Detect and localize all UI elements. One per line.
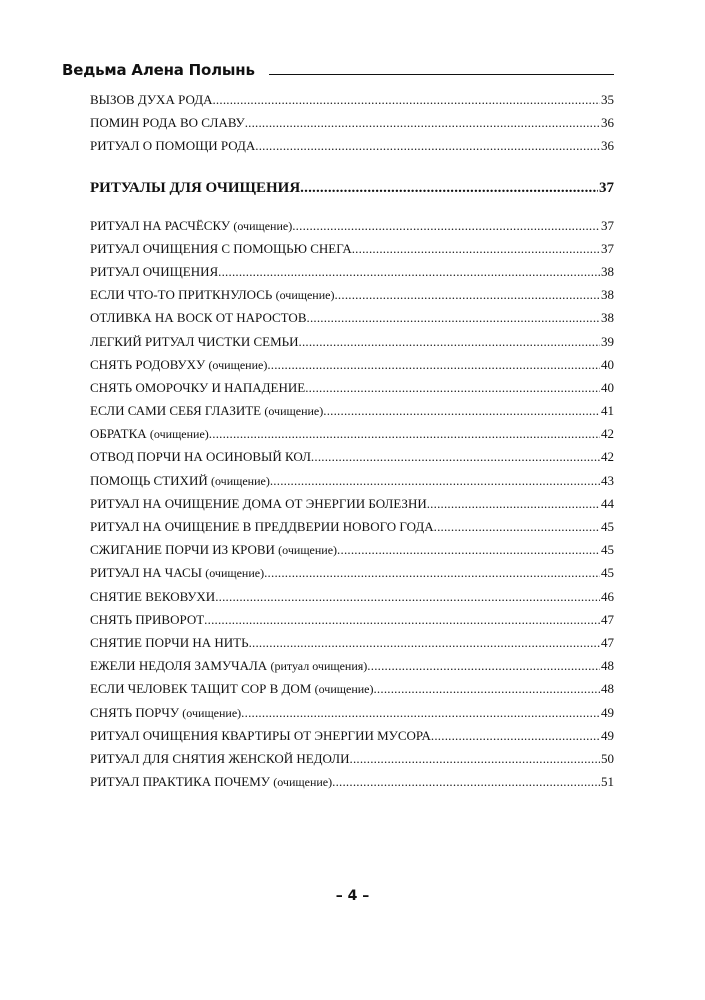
toc-entry-page-number: 38 [601, 263, 614, 279]
toc-entry-title-text: ОТВОД ПОРЧИ НА ОСИНОВЫЙ КОЛ [90, 449, 311, 465]
header-rule [269, 74, 614, 75]
toc-entry-note: (очищение) [208, 357, 268, 372]
table-of-contents [90, 88, 614, 793]
toc-entry-title [90, 237, 352, 260]
toc-entry[interactable] [90, 283, 614, 306]
toc-entry-title-text: ПОМИН РОДА ВО СЛАВУ [90, 115, 245, 131]
toc-entry-page-number: 37 [601, 217, 614, 233]
toc-group-2 [90, 214, 614, 794]
toc-entry[interactable] [90, 677, 614, 700]
toc-entry-title-text: СНЯТИЕ ВЕКОВУХИ [90, 588, 216, 604]
toc-entry-page-number: 43 [601, 472, 614, 488]
toc-entry[interactable] [90, 561, 614, 584]
toc-entry-title-text: ОТЛИВКА НА ВОСК ОТ НАРОСТОВ [90, 310, 307, 326]
book-author-title: Ведьма Алена Полынь [62, 61, 255, 79]
toc-section-heading[interactable] [90, 176, 614, 200]
toc-entry-title [90, 283, 334, 307]
toc-entry-title-text: РИТУАЛ ПРАКТИКА ПОЧЕМУ [90, 774, 274, 790]
section-spacer [90, 158, 614, 176]
toc-entry-page-number: 46 [601, 588, 614, 604]
toc-entry-note: (ритуал очищения) [270, 659, 368, 674]
toc-entry-page-number: 40 [601, 356, 614, 372]
toc-entry-title-text: СНЯТЬ ПРИВОРОТ [90, 611, 205, 627]
dot-leader [431, 724, 600, 747]
toc-entry-note: (очищение) [205, 566, 265, 581]
section-title: РИТУАЛЫ ДЛЯ ОЧИЩЕНИЯ [90, 179, 301, 196]
toc-group-1 [90, 88, 614, 158]
toc-entry-note: (очищение) [210, 473, 270, 488]
toc-entry-page-number: 45 [601, 565, 614, 581]
toc-entry-note: (очищение) [233, 218, 293, 233]
toc-entry-title [90, 445, 311, 468]
toc-entry-title-text: ЕСЛИ ЧТО-ТО ПРИТКНУЛОСЬ [90, 287, 276, 303]
toc-entry-note: (очищение) [149, 427, 209, 442]
toc-entry-title-text: ЕСЛИ САМИ СЕБЯ ГЛАЗИТЕ [90, 403, 265, 419]
dot-leader [267, 353, 600, 376]
section-spacer [90, 200, 614, 214]
dot-leader [255, 134, 600, 157]
toc-entry-title [90, 214, 292, 238]
toc-entry-title-text: РИТУАЛ НА ОЧИЩЕНИЕ В ПРЕДДВЕРИИ НОВОГО ГОДА [90, 519, 434, 534]
dot-leader [300, 176, 598, 200]
dot-leader [350, 747, 601, 770]
running-header [62, 56, 614, 82]
toc-entry-note: (очищение) [275, 288, 335, 303]
toc-entry[interactable] [90, 724, 614, 747]
toc-entry-title [90, 134, 255, 157]
dot-leader [332, 770, 600, 793]
toc-entry-title [90, 538, 337, 562]
toc-entry[interactable] [90, 469, 614, 492]
toc-entry[interactable] [90, 260, 614, 283]
toc-entry-note: (очищение) [182, 705, 242, 720]
toc-entry-page-number: 45 [601, 519, 614, 534]
toc-entry-title-text: ЕСЛИ ЧЕЛОВЕК ТАЩИТ СОР В ДОМ [90, 681, 315, 697]
toc-entry-title-text: СНЯТЬ ОМОРОЧКУ И НАПАДЕНИЕ [90, 379, 306, 395]
toc-entry-title-text: СЖИГАНИЕ ПОРЧИ ИЗ КРОВИ [90, 542, 279, 558]
toc-entry[interactable] [90, 445, 614, 468]
toc-entry[interactable] [90, 134, 614, 157]
toc-entry-page-number: 50 [601, 750, 614, 766]
toc-entry[interactable] [90, 214, 614, 237]
toc-entry-title-text: РИТУАЛ ОЧИЩЕНИЯ С ПОМОЩЬЮ СНЕГА [90, 240, 352, 256]
toc-entry[interactable] [90, 111, 614, 134]
dot-leader [241, 701, 600, 724]
toc-entry[interactable] [90, 353, 614, 376]
toc-entry-page-number: 45 [601, 542, 614, 558]
toc-entry[interactable] [90, 538, 614, 561]
toc-entry[interactable] [90, 376, 614, 399]
toc-entry-page-number: 36 [601, 138, 614, 154]
toc-entry-title [90, 701, 241, 725]
toc-entry-title [90, 585, 215, 608]
toc-entry-note: (очищение) [264, 404, 324, 419]
section-page-number: 37 [599, 179, 614, 196]
toc-entry[interactable] [90, 631, 614, 654]
dot-leader [334, 283, 600, 306]
toc-entry[interactable] [90, 88, 614, 111]
dot-leader [352, 237, 600, 260]
toc-entry-title [90, 469, 270, 493]
toc-entry-title [90, 306, 307, 329]
dot-leader [311, 445, 600, 468]
toc-entry[interactable] [90, 492, 614, 515]
toc-entry-title-text: РИТУАЛ НА ОЧИЩЕНИЕ ДОМА ОТ ЭНЕРГИИ БОЛЕЗНИ [90, 495, 427, 511]
toc-entry-page-number: 49 [601, 727, 614, 743]
toc-entry-page-number: 44 [601, 495, 614, 511]
toc-entry[interactable] [90, 237, 614, 260]
toc-entry-title [90, 88, 212, 111]
toc-entry-note: (очищение) [278, 543, 338, 558]
toc-entry-title-text: СНЯТЬ ПОРЧУ [90, 704, 183, 720]
toc-entry-title [90, 399, 323, 423]
toc-entry-title [90, 422, 209, 446]
dot-leader [245, 111, 600, 134]
toc-entry-note: (очищение) [314, 682, 374, 697]
dot-leader [337, 538, 600, 561]
toc-entry[interactable] [90, 306, 614, 329]
dot-leader [204, 608, 600, 631]
toc-entry-page-number: 42 [601, 449, 614, 465]
toc-entry-title [90, 677, 373, 701]
toc-entry-title [90, 376, 305, 399]
toc-entry-page-number: 38 [601, 310, 614, 326]
toc-entry-page-number: 38 [601, 287, 614, 303]
dot-leader [270, 469, 600, 492]
dot-leader [215, 585, 600, 608]
toc-entry-title-text: ОБРАТКА [90, 426, 150, 442]
toc-entry-title [90, 654, 367, 678]
dot-leader [367, 654, 600, 677]
toc-entry[interactable] [90, 770, 614, 793]
toc-entry-page-number: 40 [601, 379, 614, 395]
dot-leader [373, 677, 600, 700]
dot-leader [212, 88, 600, 111]
toc-entry-title-text: РИТУАЛ ОЧИЩЕНИЯ [90, 263, 219, 279]
toc-entry-page-number: 47 [601, 611, 614, 627]
toc-entry-title-text: СНЯТИЕ ПОРЧИ НА НИТЬ [90, 634, 249, 650]
toc-entry-title [90, 515, 434, 538]
toc-entry-title-text: РИТУАЛ НА РАСЧЁСКУ [90, 217, 234, 233]
toc-entry-page-number: 48 [601, 658, 614, 674]
toc-entry[interactable] [90, 654, 614, 677]
dot-leader [249, 631, 600, 654]
dot-leader [264, 561, 600, 584]
dot-leader [434, 515, 600, 538]
toc-entry-page-number: 37 [601, 240, 614, 256]
toc-entry-title-text: СНЯТЬ РОДОВУХУ [90, 356, 209, 372]
toc-entry-title-text: ЛЕГКИЙ РИТУАЛ ЧИСТКИ СЕМЬИ [90, 333, 299, 349]
toc-entry-page-number: 41 [601, 403, 614, 419]
toc-entry-title-text: ПОМОЩЬ СТИХИЙ [90, 472, 211, 488]
toc-entry-title [90, 724, 431, 747]
toc-entry-title-text: ЕЖЕЛИ НЕДОЛЯ ЗАМУЧАЛА [90, 658, 271, 674]
toc-entry-page-number: 35 [601, 92, 614, 107]
toc-entry-title [90, 353, 267, 377]
toc-entry[interactable] [90, 747, 614, 770]
toc-entry-title-text: РИТУАЛ О ПОМОЩИ РОДА [90, 138, 256, 154]
toc-entry[interactable] [90, 330, 614, 353]
toc-entry-title [90, 561, 264, 585]
dot-leader [307, 306, 601, 329]
toc-entry[interactable] [90, 608, 614, 631]
toc-entry[interactable] [90, 422, 614, 445]
toc-entry[interactable] [90, 701, 614, 724]
dot-leader [305, 376, 600, 399]
toc-entry-page-number: 48 [601, 681, 614, 697]
toc-entry-note: (очищение) [273, 775, 333, 790]
toc-entry-title-text: ВЫЗОВ ДУХА РОДА [90, 92, 213, 107]
dot-leader [292, 214, 600, 237]
toc-entry-title [90, 631, 249, 654]
toc-entry[interactable] [90, 399, 614, 422]
toc-entry-title-text: РИТУАЛ НА ЧАСЫ [90, 565, 206, 581]
toc-entry-page-number: 36 [601, 115, 614, 131]
toc-entry-title [90, 330, 299, 353]
toc-entry-title [90, 770, 332, 794]
dot-leader [209, 422, 600, 445]
toc-entry-page-number: 47 [601, 634, 614, 650]
toc-entry-title-text: РИТУАЛ ОЧИЩЕНИЯ КВАРТИРЫ ОТ ЭНЕРГИИ МУСОРА [90, 727, 431, 743]
toc-entry-page-number: 39 [601, 333, 614, 349]
toc-entry-title-text: РИТУАЛ ДЛЯ СНЯТИЯ ЖЕНСКОЙ НЕДОЛИ [90, 750, 350, 766]
toc-entry-title [90, 111, 245, 134]
dot-leader [299, 330, 601, 353]
page-number-footer: – 4 – [335, 888, 370, 904]
toc-entry-title [90, 260, 218, 283]
toc-entry-title [90, 747, 350, 770]
dot-leader [323, 399, 600, 422]
toc-entry-title [90, 492, 427, 515]
toc-entry-page-number: 49 [601, 704, 614, 720]
dot-leader [218, 260, 600, 283]
toc-entry[interactable] [90, 515, 614, 538]
toc-entry-page-number: 51 [601, 774, 614, 790]
toc-entry-title [90, 608, 204, 631]
toc-entry-page-number: 42 [601, 426, 614, 442]
toc-entry[interactable] [90, 585, 614, 608]
dot-leader [427, 492, 600, 515]
